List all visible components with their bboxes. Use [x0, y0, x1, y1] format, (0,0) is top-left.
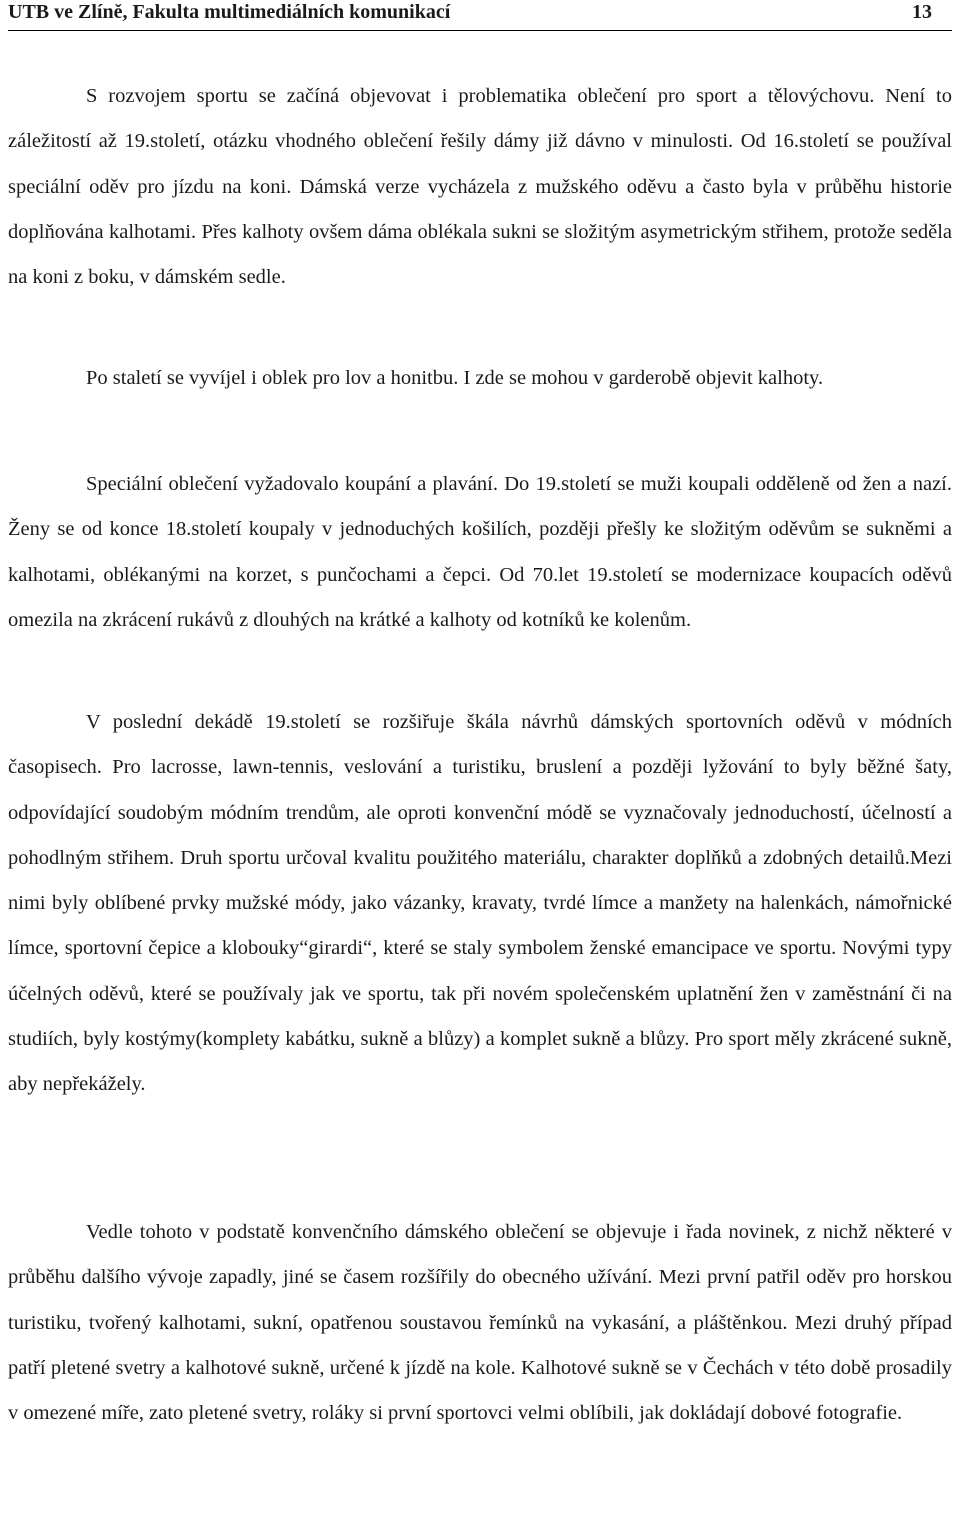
page-number: 13	[912, 1, 932, 23]
header-title: UTB ve Zlíně, Fakulta multimediálních komunikací	[8, 1, 451, 23]
page-header	[8, 0, 952, 31]
paragraph-novelties: Vedle tohoto v podstatě konvenčního dámského oblečení se objevuje i řada novinek, z nichž některé v průběhu dalšího vývoje zapadly, jiné se časem rozšířily do obecného užívání. Mezi první patřil oděv pro horskou turistiku, tvořený kalhotami, sukní, opatřenou soustavou řemínků na vykasání, a pláštěnkou. Mezi druhý případ patří pletené svetry a kalhotové sukně, určené k jízdě na kole. Kalhotové sukně se v Čechách v této době prosadily v omezené míře, zato pletené svetry, roláky si první sportovci velmi oblíbili, jak dokládají dobové fotografie.	[8, 1221, 952, 1425]
paragraph-sport-clothing-intro: S rozvojem sportu se začíná objevovat i problematika oblečení pro sport a tělovýchovu. Není to záležitostí až 19.století, otázku vhodného oblečení řešily dámy již dávno v minulosti. Od 16.století se používal speciální oděv pro jízdu na koni. Dámská verze vycházela z mužského oděvu a často byla v průběhu historie doplňována kalhotami. Přes kalhoty ovšem dáma oblékala sukni se složitým asymetrickým střihem, protože seděla na koni z boku, v dámském sedle.	[8, 85, 952, 289]
paragraph-hunting-suit: Po staletí se vyvíjel i oblek pro lov a honitbu. I zde se mohou v garderobě objevit kalhoty.	[86, 367, 824, 389]
paragraph-bathing-clothing: Speciální oblečení vyžadovalo koupání a plavání. Do 19.století se muži koupali odděleně od žen a nazí. Ženy se od konce 18.století koupaly v jednoduchých košilích, později přešly ke složitým oděvům se sukněmi a kalhotami, oblékanými na korzet, s punčochami a čepci. Od 70.let 19.století se modernizace koupacích oděvů omezila na zkrácení rukávů z dlouhých na krátké a kalhoty od kotníků ke kolenům.	[8, 473, 952, 631]
paragraph-19th-century-sportswear: V poslední dekádě 19.století se rozšiřuje škála návrhů dámských sportovních oděvů v módních časopisech. Pro lacrosse, lawn-tennis, veslování a turistiku, bruslení a později lyžování to byly běžné šaty, odpovídající soudobým módním trendům, ale oproti konvenční módě se vyznačovaly jednoduchostí, účelností a pohodlným střihem. Druh sportu určoval kvalitu použitého materiálu, charakter doplňků a zdobných detailů.Mezi nimi byly oblíbené prvky mužské módy, jako vázanky, kravaty, tvrdé límce a manžety na halenkách, námořnické límce, sportovní čepice a klobouky“girardi“, které se staly symbolem ženské emancipace ve sportu. Novými typy účelných oděvů, které se používaly jak ve sportu, tak při novém společenském uplatnění žen v zaměstnání či na studiích, byly kostýmy(komplety kabátku, sukně a blůzy) a komplet sukně a blůzy. Pro sport měly zkrácené sukně, aby nepřekážely.	[8, 711, 952, 1096]
